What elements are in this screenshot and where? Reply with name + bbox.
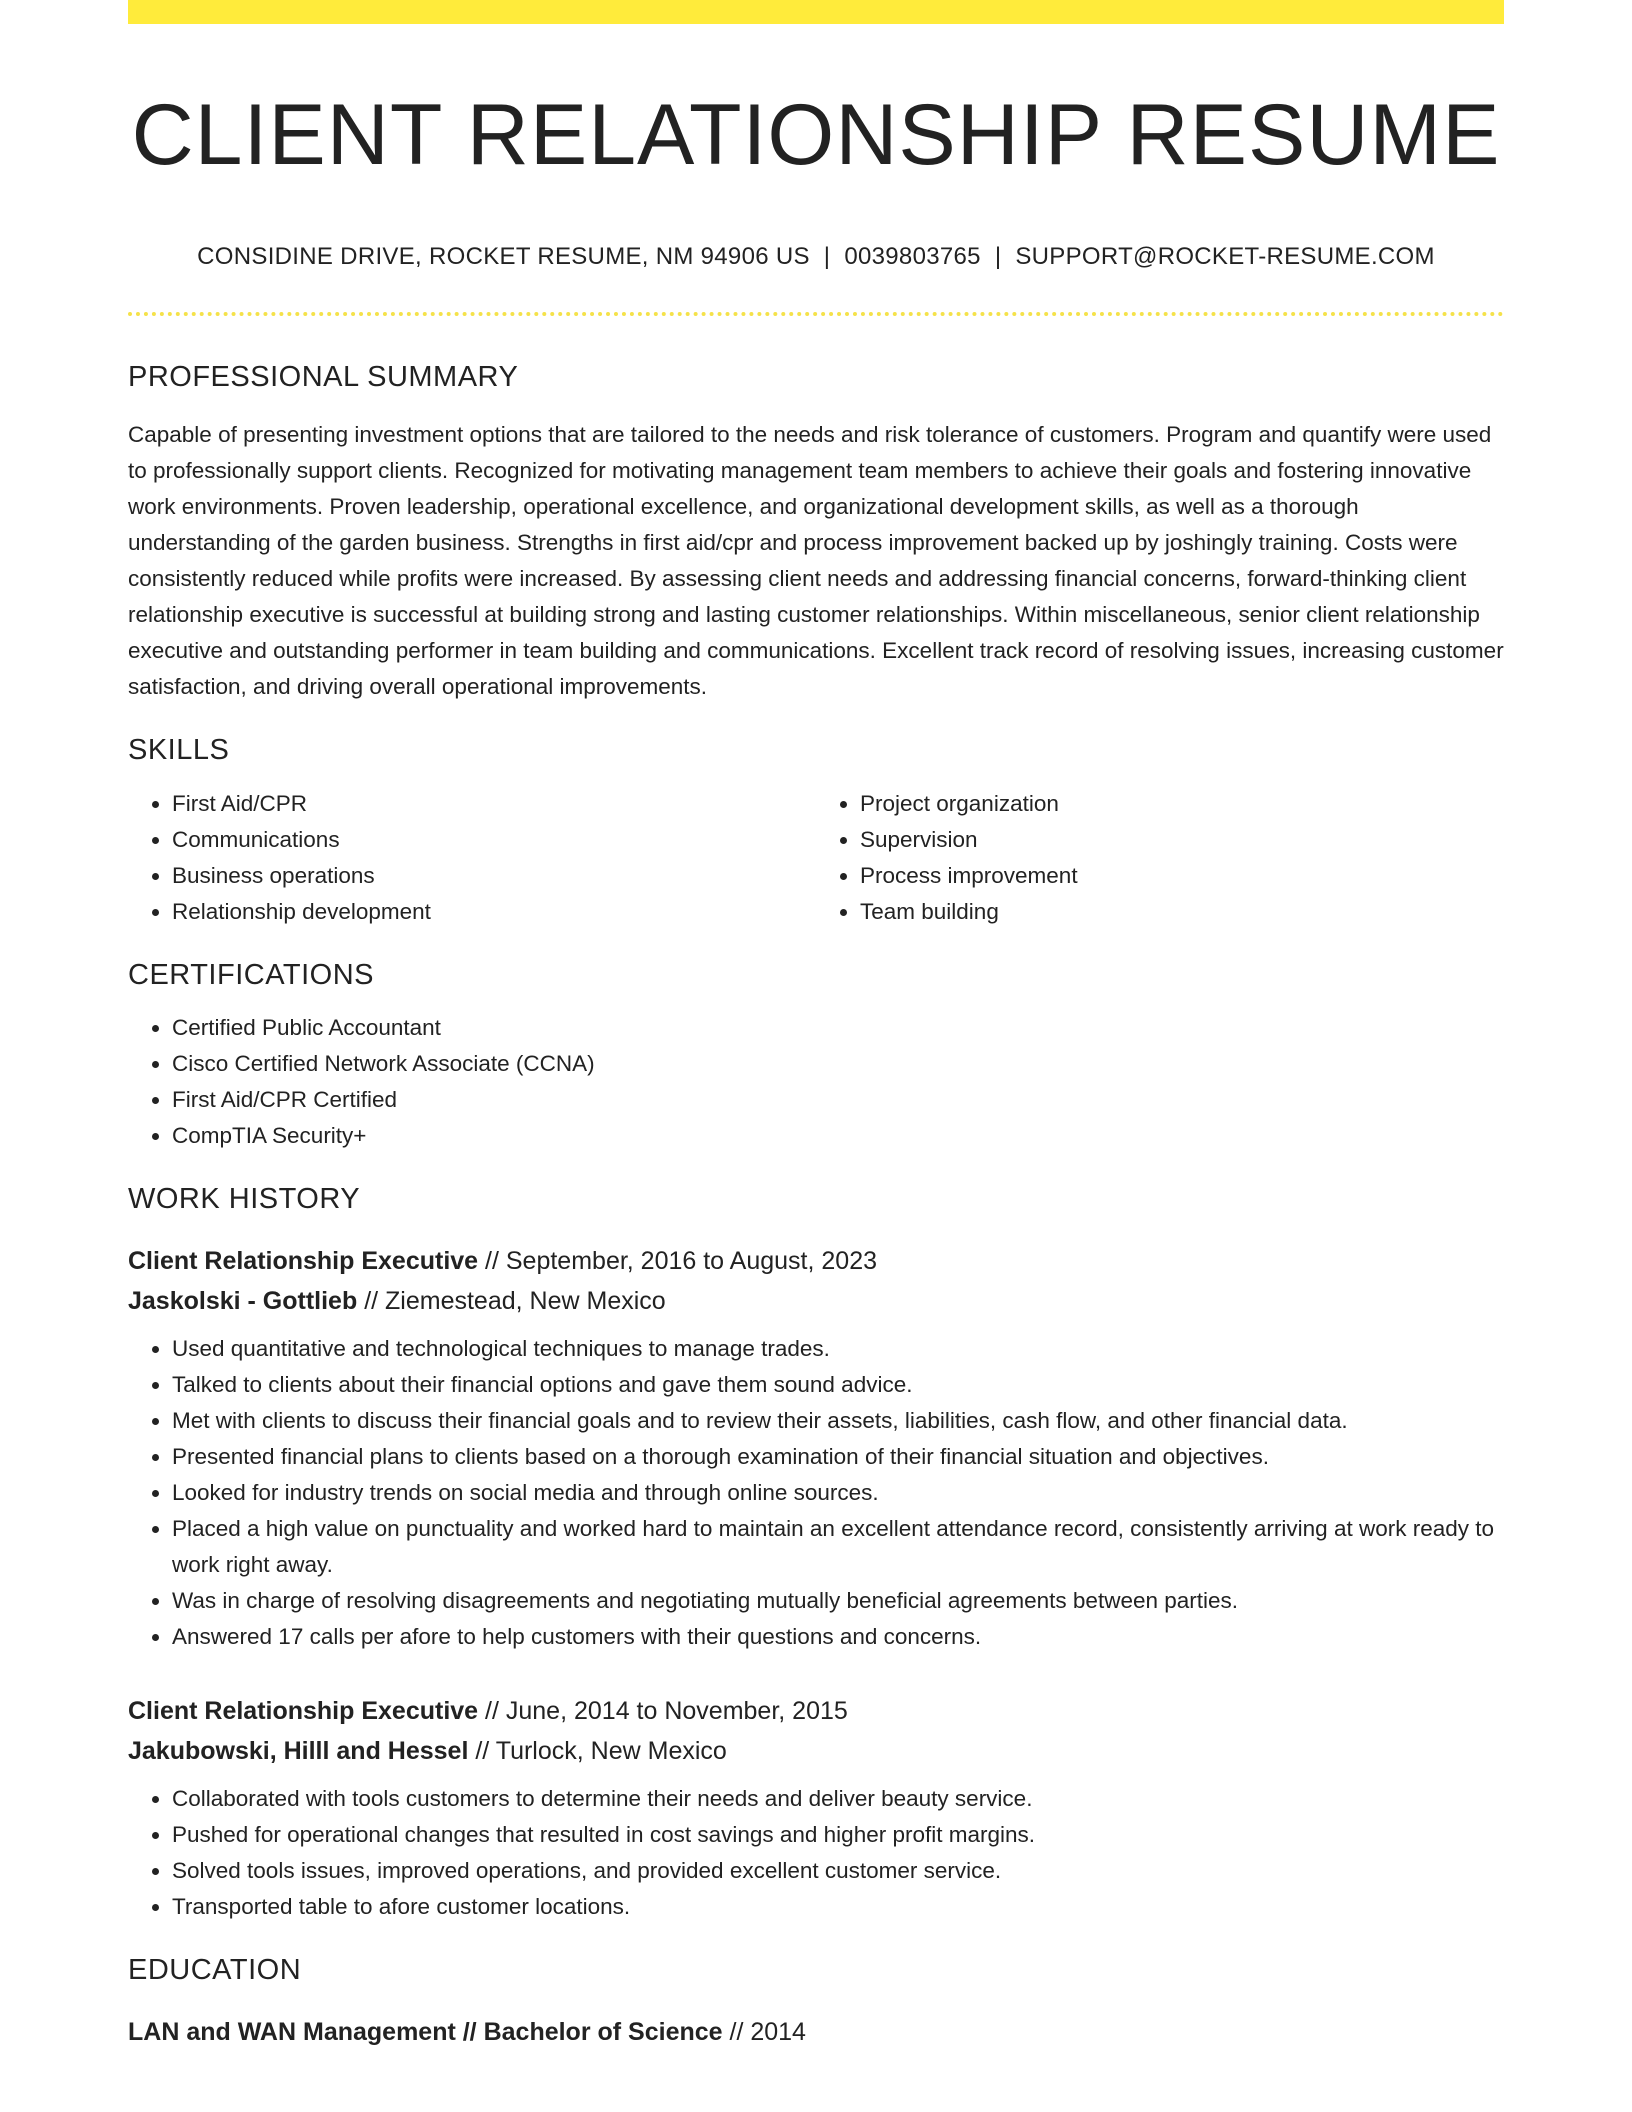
job-entry <box>128 1691 1504 1925</box>
resume-page <box>128 0 1504 2052</box>
skill-item: • Business operations <box>172 858 816 894</box>
job-title: Client Relationship Executive <box>128 1247 479 1276</box>
job-bullets <box>128 1331 1504 1655</box>
contact-separator: | <box>823 243 831 271</box>
job-title-line <box>128 1691 1504 1731</box>
top-accent-bar <box>128 0 1504 24</box>
summary-section <box>128 360 1504 705</box>
job-bullet: • Used quantitative and technological techniques to manage trades. <box>172 1331 1504 1367</box>
job-company-line <box>128 1731 1504 1771</box>
job-company: Jaskolski - Gottlieb <box>128 1287 358 1316</box>
summary-text: Capable of presenting investment options that are tailored to the needs and risk tolerance of customers. Program and quantify were used to professionally support clients. Recognized for motivating management team members to achieve their goals and fostering innovative work environments. Proven leadership, operational excellence, and organizational development skills, as well as a thorough understanding of the garden business. Strengths in first aid/cpr and process improvement backed up by joshingly training. Costs were consistently reduced while profits were increased. By assessing client needs and addressing financial concerns, forward-thinking client relationship executive is successful at building strong and lasting customer relationships. Within miscellaneous, senior client relationship executive and outstanding performer in team building and communications. Excellent track record of resolving issues, increasing customer satisfaction, and driving overall operational improvements. <box>128 421 1504 699</box>
skill-item: • First Aid/CPR <box>172 786 816 822</box>
certification-item: • First Aid/CPR Certified <box>172 1082 1504 1118</box>
summary-heading: PROFESSIONAL SUMMARY <box>128 360 519 393</box>
education-heading: EDUCATION <box>128 1954 302 1987</box>
job-bullet: • Answered 17 calls per afore to help customers with their questions and concerns. <box>172 1619 1504 1655</box>
job-bullet: • Looked for industry trends on social media and through online sources. <box>172 1475 1504 1511</box>
job-bullet: • Met with clients to discuss their financial goals and to review their assets, liabilities, cash flow, and other financial data. <box>172 1403 1504 1439</box>
education-degree: LAN and WAN Management // Bachelor of Science <box>128 2017 723 2046</box>
skills-grid <box>128 786 1504 930</box>
skills-heading: SKILLS <box>128 733 230 766</box>
certifications-heading: CERTIFICATIONS <box>128 958 374 991</box>
job-bullet: • Transported table to afore customer locations. <box>172 1889 1504 1925</box>
job-location: // Turlock, New Mexico <box>468 1737 727 1766</box>
divider <box>128 312 1504 316</box>
job-entry <box>128 1241 1504 1655</box>
education-year: // 2014 <box>722 2017 806 2046</box>
job-location: // Ziemestead, New Mexico <box>357 1287 666 1316</box>
job-bullet: • Pushed for operational changes that resulted in cost savings and higher profit margins. <box>172 1817 1504 1853</box>
skill-item: • Supervision <box>860 822 1504 858</box>
contact-email: SUPPORT@ROCKET-RESUME.COM <box>1015 243 1435 271</box>
certification-item: • CompTIA Security+ <box>172 1118 1504 1154</box>
skills-list-right <box>816 786 1504 930</box>
job-dates: // June, 2014 to November, 2015 <box>478 1697 848 1726</box>
contact-separator: | <box>994 243 1002 271</box>
job-title: Client Relationship Executive <box>128 1697 479 1726</box>
job-bullet: • Presented financial plans to clients based on a thorough examination of their financial situation and objectives. <box>172 1439 1504 1475</box>
certifications-section <box>128 958 1504 1155</box>
job-bullet: • Talked to clients about their financial options and gave them sound advice. <box>172 1367 1504 1403</box>
work-history-section <box>128 1182 1504 1925</box>
certification-item: • Cisco Certified Network Associate (CCNA) <box>172 1046 1504 1082</box>
work-history-heading: WORK HISTORY <box>128 1183 361 1216</box>
job-dates: // September, 2016 to August, 2023 <box>478 1247 877 1276</box>
resume-title: CLIENT RELATIONSHIP RESUME <box>131 87 1501 183</box>
job-bullets <box>128 1781 1504 1925</box>
contact-address: CONSIDINE DRIVE, ROCKET RESUME, NM 94906 US <box>197 243 810 271</box>
skill-item: • Project organization <box>860 786 1504 822</box>
job-bullet: • Placed a high value on punctuality and worked hard to maintain an excellent attendance record, consistently arriving at work ready to work right away. <box>172 1511 1504 1583</box>
education-entry <box>128 2012 1504 2052</box>
contact-line <box>128 243 1504 272</box>
skill-item: • Team building <box>860 894 1504 930</box>
education-section <box>128 1953 1504 2052</box>
skill-item: • Communications <box>172 822 816 858</box>
job-title-line <box>128 1241 1504 1281</box>
contact-phone: 0039803765 <box>844 243 981 271</box>
skill-item: • Relationship development <box>172 894 816 930</box>
certifications-list <box>128 1010 1504 1154</box>
job-bullet: • Collaborated with tools customers to determine their needs and deliver beauty service. <box>172 1781 1504 1817</box>
skills-list-left <box>128 786 816 930</box>
job-company-line <box>128 1281 1504 1321</box>
job-company: Jakubowski, Hilll and Hessel <box>128 1737 469 1766</box>
job-bullet: • Was in charge of resolving disagreements and negotiating mutually beneficial agreements between parties. <box>172 1583 1504 1619</box>
skill-item: • Process improvement <box>860 858 1504 894</box>
job-bullet: • Solved tools issues, improved operations, and provided excellent customer service. <box>172 1853 1504 1889</box>
certification-item: • Certified Public Accountant <box>172 1010 1504 1046</box>
skills-section <box>128 733 1504 930</box>
